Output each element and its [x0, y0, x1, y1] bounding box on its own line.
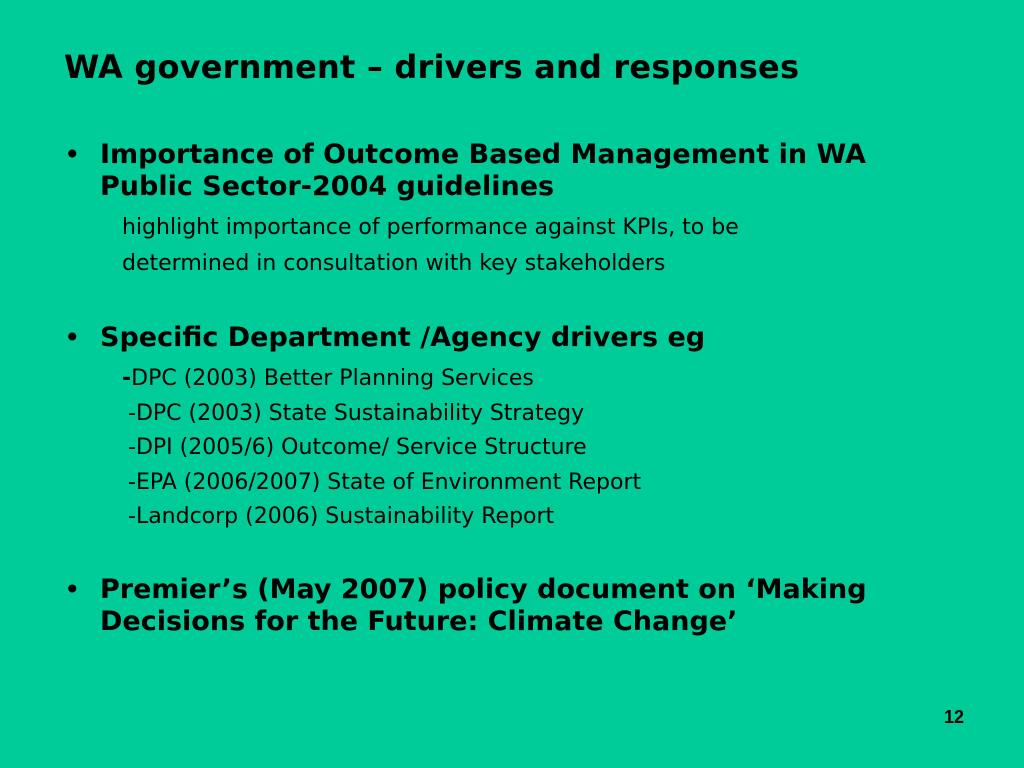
bullet-1: • [64, 138, 81, 171]
bullet-3: • [64, 573, 81, 606]
section-2-item-1 [122, 361, 534, 397]
section-1-body-line-2: determined in consultation with key stakeholders [122, 251, 666, 276]
section-2-heading: Specific Department /Agency drivers eg [100, 322, 706, 353]
section-2-item-1-text: DPC (2003) Better Planning Services [131, 366, 534, 391]
section-3-heading-line-2: Decisions for the Future: Climate Change’ [100, 606, 738, 637]
bullet-2: • [64, 321, 81, 354]
section-1-heading-line-2: Public Sector-2004 guidelines [100, 171, 555, 202]
section-1-heading-line-1: Importance of Outcome Based Management in WA [100, 139, 867, 170]
section-2-item-1-dash: - [122, 366, 132, 391]
section-3-heading-line-1: Premier’s (May 2007) policy document on ‘Making [100, 574, 867, 605]
slide-title: WA government – drivers and responses [64, 48, 800, 86]
section-2-item-2: -DPC (2003) State Sustainability Strategy [128, 401, 585, 426]
section-1-body-line-1: highlight importance of performance against KPIs, to be [122, 215, 739, 240]
section-2-item-5: -Landcorp (2006) Sustainability Report [128, 504, 555, 529]
section-2-item-4: -EPA (2006/2007) State of Environment Report [128, 470, 642, 495]
slide-number: 12 [943, 707, 964, 727]
section-2-item-3: -DPI (2005/6) Outcome/ Service Structure [128, 435, 587, 460]
